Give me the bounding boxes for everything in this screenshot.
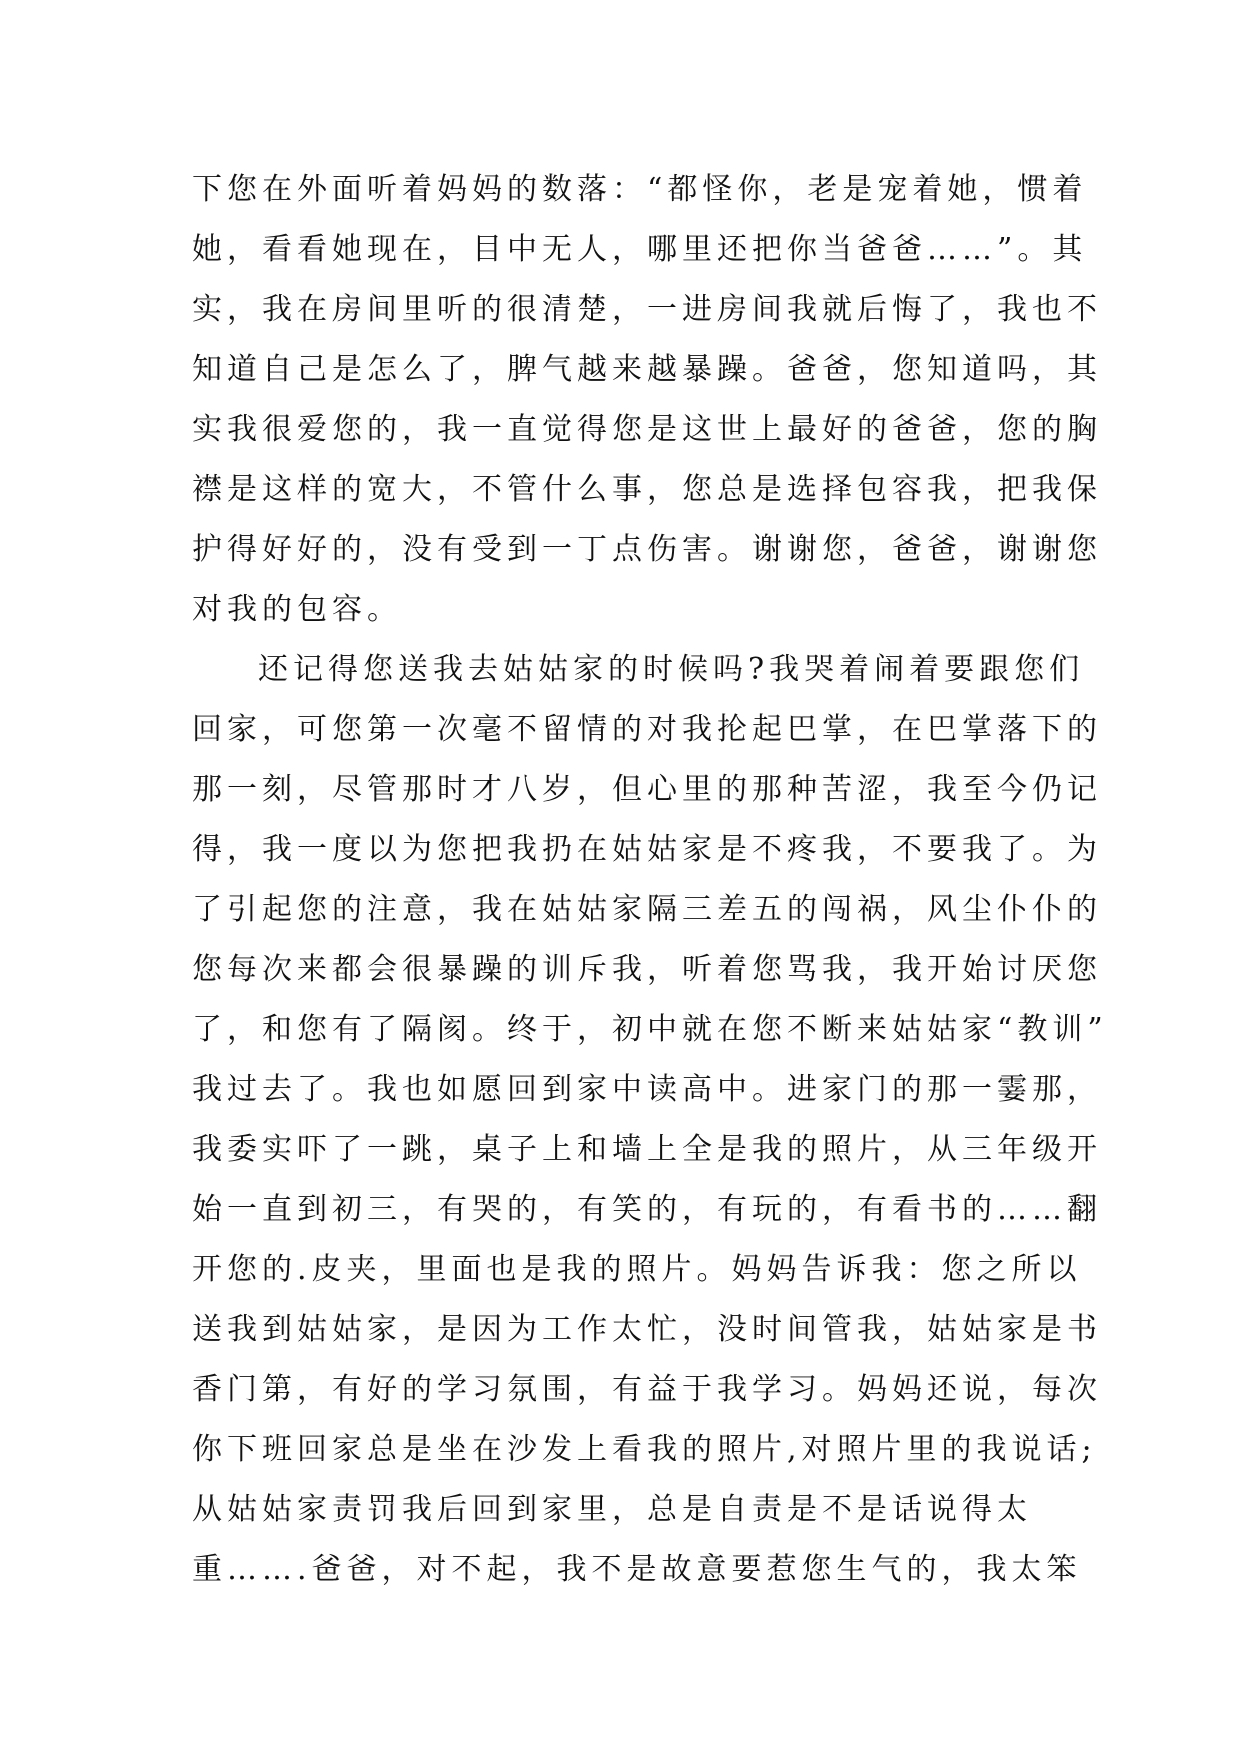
text-line: 从姑姑家责罚我后回到家里，总是自责是不是话说得太 xyxy=(192,1492,1032,1527)
text-line: 那一刻，尽管那时才八岁，但心里的那种苦涩，我至今仍记 xyxy=(192,772,1102,807)
text-line: 对我的包容。 xyxy=(192,592,402,627)
text-line: 回家，可您第一次毫不留情的对我抡起巴掌，在巴掌落下的 xyxy=(192,712,1102,747)
text-line: 实，我在房间里听的很清楚，一进房间我就后悔了，我也不 xyxy=(192,292,1102,327)
text-line: 知道自己是怎么了，脾气越来越暴躁。爸爸，您知道吗，其 xyxy=(192,352,1102,387)
paragraph-start-line: 还记得您送我去姑姑家的时候吗?我哭着闹着要跟您们 xyxy=(258,652,1085,687)
text-line: 襟是这样的宽大，不管什么事，您总是选择包容我，把我保 xyxy=(192,472,1102,507)
body-text xyxy=(192,160,1108,1600)
text-line: 护得好好的，没有受到一丁点伤害。谢谢您，爸爸，谢谢您 xyxy=(192,532,1102,567)
text-line: 下您在外面听着妈妈的数落：“都怪你，老是宠着她，惯着 xyxy=(192,172,1088,207)
text-line: 你下班回家总是坐在沙发上看我的照片,对照片里的我说话; xyxy=(192,1432,1097,1467)
text-line: 得，我一度以为您把我扔在姑姑家是不疼我，不要我了。为 xyxy=(192,832,1102,867)
text-line: 了，和您有了隔阂。终于，初中就在您不断来姑姑家“教训” xyxy=(192,1012,1108,1047)
text-line: 您每次来都会很暴躁的训斥我，听着您骂我，我开始讨厌您 xyxy=(192,952,1102,987)
text-line: 香门第，有好的学习氛围，有益于我学习。妈妈还说，每次 xyxy=(192,1372,1102,1407)
text-line: 始一直到初三，有哭的，有笑的，有玩的，有看书的……翻 xyxy=(192,1192,1102,1227)
text-line: 了引起您的注意，我在姑姑家隔三差五的闯祸，风尘仆仆的 xyxy=(192,892,1102,927)
text-line: 她，看看她现在，目中无人，哪里还把你当爸爸……”。其 xyxy=(192,232,1088,267)
text-line: 重…….爸爸，对不起，我不是故意要惹您生气的，我太笨 xyxy=(192,1552,1082,1587)
text-line: 我过去了。我也如愿回到家中读高中。进家门的那一霎那， xyxy=(192,1072,1102,1107)
text-line: 开您的.皮夹，里面也是我的照片。妈妈告诉我：您之所以 xyxy=(192,1252,1082,1287)
text-line: 实我很爱您的，我一直觉得您是这世上最好的爸爸，您的胸 xyxy=(192,412,1102,447)
text-line: 送我到姑姑家，是因为工作太忙，没时间管我，姑姑家是书 xyxy=(192,1312,1102,1347)
text-line: 我委实吓了一跳，桌子上和墙上全是我的照片，从三年级开 xyxy=(192,1132,1102,1167)
